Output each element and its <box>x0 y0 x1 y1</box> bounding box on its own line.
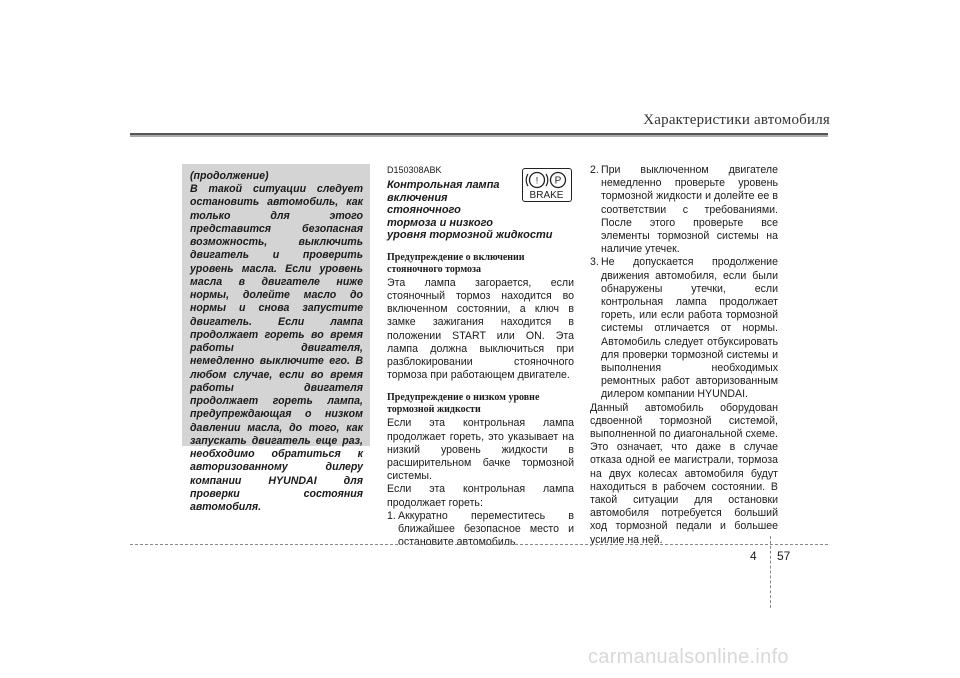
warning-text: В такой ситуации следует остановить автомобиль, как только для этого представится безопасная возможность, выключить двигатель и проверить уровень масла. Если уровень масла в двигателе ниже нормы, долейте масло до нормы и снова запустите двигатель. Если лампа продолжает гореть во время работы двигателя, немедленно выключите его. В любом случае, если во время работы двигателя продолжает гореть лампа, предупреждающая о низком давлении масла, до того, как запускать двигатель еще раз, необходимо обратиться к авторизованному дилеру компании HYUNDAI для проверки состояния автомобиля. <box>190 183 363 513</box>
list-item-number: 2. <box>590 164 599 176</box>
parking-brake-text: Эта лампа загорается, если стояночный тормоз находится во включенном состоянии, а ключ в замке зажигания находится в положении START или ON. Эта лампа должна выключиться при разблокировании стояночного тормоза при работающем двигателе. <box>387 276 574 382</box>
footer-divider <box>770 536 771 608</box>
column-right <box>590 164 778 547</box>
low-fluid-heading: Предупреждение о низком уровне тормозной жидкости <box>387 392 540 416</box>
brake-icon-letter: P <box>554 175 562 187</box>
section-code: D150308ABK <box>387 165 442 175</box>
warning-box <box>182 164 370 513</box>
section-title: Контрольная лампа включения стояночного тормоза и низкого уровня тормозной жидкости <box>387 179 553 242</box>
list-item-number: 1. <box>387 509 396 522</box>
closing-text: Данный автомобиль оборудован сдвоенной тормозной системой, выполненной по диагональной схеме. Это означает, что даже в случае отказа одной ее магистрали, тормоза на двух колесах автомобиля будут находиться в рабочем состоянии. В такой ситуации для остановки автомобиля потребуется больший ход тормозной педали и большее усилие на ней. <box>590 401 778 546</box>
brake-icon-label: BRAKE <box>529 190 564 200</box>
list-item-number: 3. <box>590 256 599 269</box>
column-middle <box>387 164 574 549</box>
list-item-text: Аккуратно переместитесь в ближайшее безопасное место и остановите автомобиль. <box>398 509 574 549</box>
low-fluid-text-2: Если эта контрольная лампа продолжает гореть: <box>387 483 574 509</box>
footer-rule <box>130 544 828 545</box>
page-number: 57 <box>777 549 791 563</box>
warning-continued-label: (продолжение) <box>190 170 269 182</box>
chapter-number: 4 <box>750 549 757 563</box>
list-item-text: При выключенном двигателе немедленно проверьте уровень тормозной жидкости и долейте ее в соответствии с требованиями. После этого проверьте все элементы тормозной системы на наличие утечек. <box>601 164 778 256</box>
watermark: carmanualsonline.info <box>588 646 789 668</box>
brake-warning-icon <box>522 168 572 202</box>
header-rule <box>130 133 828 137</box>
page-header-title: Характеристики автомобиля <box>643 112 830 128</box>
list-item <box>590 256 778 401</box>
low-fluid-text-1: Если эта контрольная лампа продолжает гореть, это указывает на низкий уровень жидкости в расширительном бачке тормозной системы. <box>387 417 574 483</box>
parking-brake-heading: Предупреждение о включении стояночного тормоза <box>387 251 525 275</box>
svg-text:!: ! <box>535 175 539 186</box>
list-item-text: Не допускается продолжение движения автомобиля, если были обнаружены утечки, если контрольная лампа продолжает гореть, или если работа тормозной системы отличается от нормы. Автомобиль следует отбуксировать для проверки тормозной системы и выполнения необходимых ремонтных работ авторизованным дилером компании HYUNDAI. <box>601 256 778 401</box>
list-item <box>590 164 778 256</box>
